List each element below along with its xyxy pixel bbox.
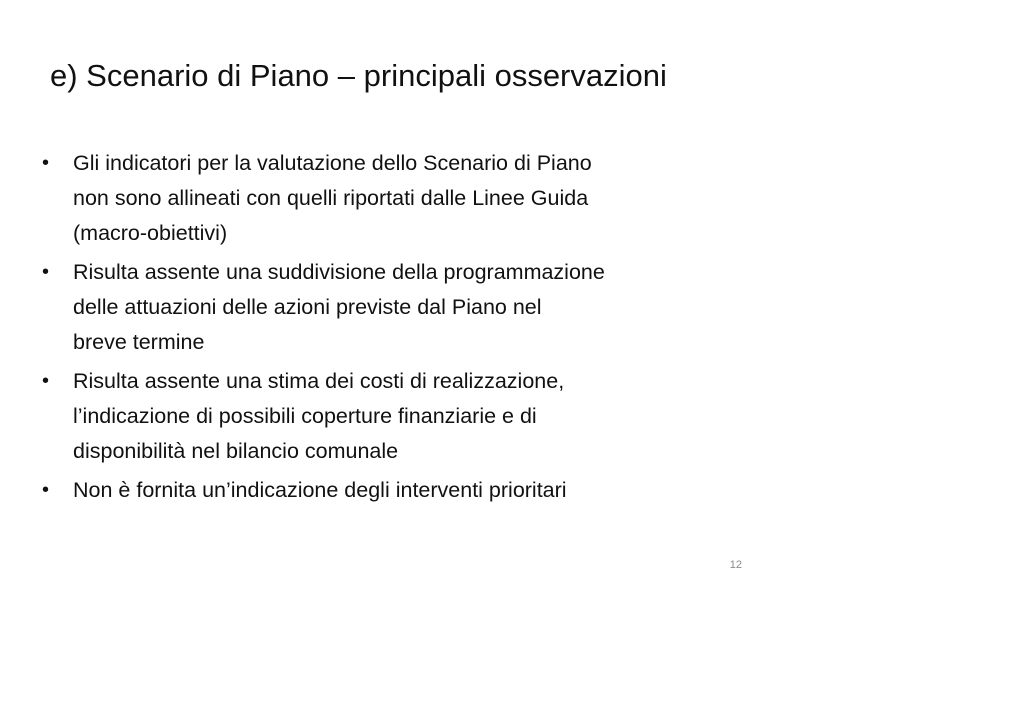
bullet-line: (macro-obiettivi) [73,221,228,245]
bullet-line: Non è fornita un’indicazione degli interventi prioritari [73,478,567,502]
bullet-list [42,146,752,512]
bullet-line: non sono allineati con quelli riportati dalle Linee Guida [73,186,589,210]
bullet-text [73,146,752,251]
bullet-text [73,255,752,360]
bullet-line: Risulta assente una stima dei costi di realizzazione, [73,369,565,393]
bullet-line: Risulta assente una suddivisione della programmazione [73,260,605,284]
bullet-text [73,473,752,508]
page-number: 12 [729,559,742,571]
bullet-line: Gli indicatori per la valutazione dello Scenario di Piano [73,151,592,175]
bullet-item-costs [42,364,752,469]
bullet-text [73,364,752,469]
bullet-icon: • [42,152,50,174]
slide-title: e) Scenario di Piano – principali osservazioni [50,58,667,93]
bullet-item-priorities [42,473,752,508]
bullet-item-programming [42,255,752,360]
bullet-line: l’indicazione di possibili coperture finanziarie e di [73,404,537,428]
bullet-line: disponibilità nel bilancio comunale [73,439,399,463]
bullet-icon: • [42,261,50,283]
bullet-item-indicators [42,146,752,251]
bullet-line: delle attuazioni delle azioni previste dal Piano nel [73,295,542,319]
bullet-icon: • [42,479,50,501]
bullet-icon: • [42,370,50,392]
bullet-line: breve termine [73,330,205,354]
